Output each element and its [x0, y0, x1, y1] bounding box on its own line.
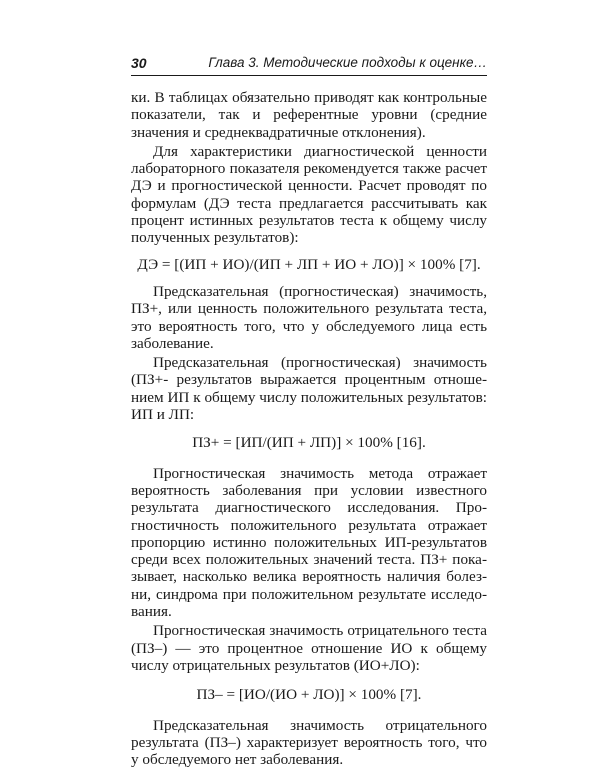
- paragraph-6: Прогностическая значимость отрицательного теста (ПЗ–) — это процентное отношение ИО к общему числу отрицательных результатов (ИО+ЛО):: [131, 622, 487, 674]
- text-body: [131, 89, 487, 770]
- paragraph-4: Предсказательная (прогностическая) значимость (ПЗ+- результатов выражается процентным отношением ИП к общему числу положительных результатов: ИП и ЛП:: [131, 354, 487, 424]
- formula-diagnostic-efficiency: ДЭ = [(ИП + ИО)/(ИП + ЛП + ИО + ЛО)] × 100% [7].: [137, 255, 481, 273]
- page-number: 30: [131, 55, 147, 71]
- paragraph-2: Для характеристики диагностической ценности лабораторного показателя рекомендуется также расчет ДЭ и прогностической ценности. Расчет проводят по формулам (ДЭ теста предлагается рассчитывать как процент истинных результатов теста к общему числу полученных результатов):: [131, 142, 487, 247]
- paragraph-5: Прогностическая значимость метода отражает вероятность заболевания при условии известного результата диагностического исследования. Прогностичность положительного результата отражает пропорцию истинно положительных ИП-результатов среди всех положительных значений теста. ПЗ+ показывает, насколько велика вероятность наличия болезни, синдрома при положительном результате исследования.: [131, 464, 487, 621]
- paragraph-1: ки. В таблицах обязательно приводят как контрольные показатели, так и референтные уровни (средние значения и среднеквадратичные отклонения).: [131, 89, 487, 141]
- formula-negative-predictive-value: ПЗ– = [ИО/(ИО + ЛО)] × 100% [7].: [196, 686, 422, 704]
- paragraph-7: Предсказательная значимость отрицательного результата (ПЗ–) характеризует вероятность того, что у обследуемого нет заболевания.: [131, 716, 487, 769]
- header-divider: [131, 75, 487, 76]
- running-head: [131, 55, 487, 75]
- chapter-title: Глава 3. Методические подходы к оценке…: [208, 55, 487, 70]
- formula-positive-predictive-value: ПЗ+ = [ИП/(ИП + ЛП)] × 100% [16].: [192, 434, 426, 452]
- paragraph-3: Предсказательная (прогностическая) значимость, ПЗ+, или ценность положительного результата теста, это вероятность того, что у обследуемого лица есть заболевание.: [131, 282, 487, 352]
